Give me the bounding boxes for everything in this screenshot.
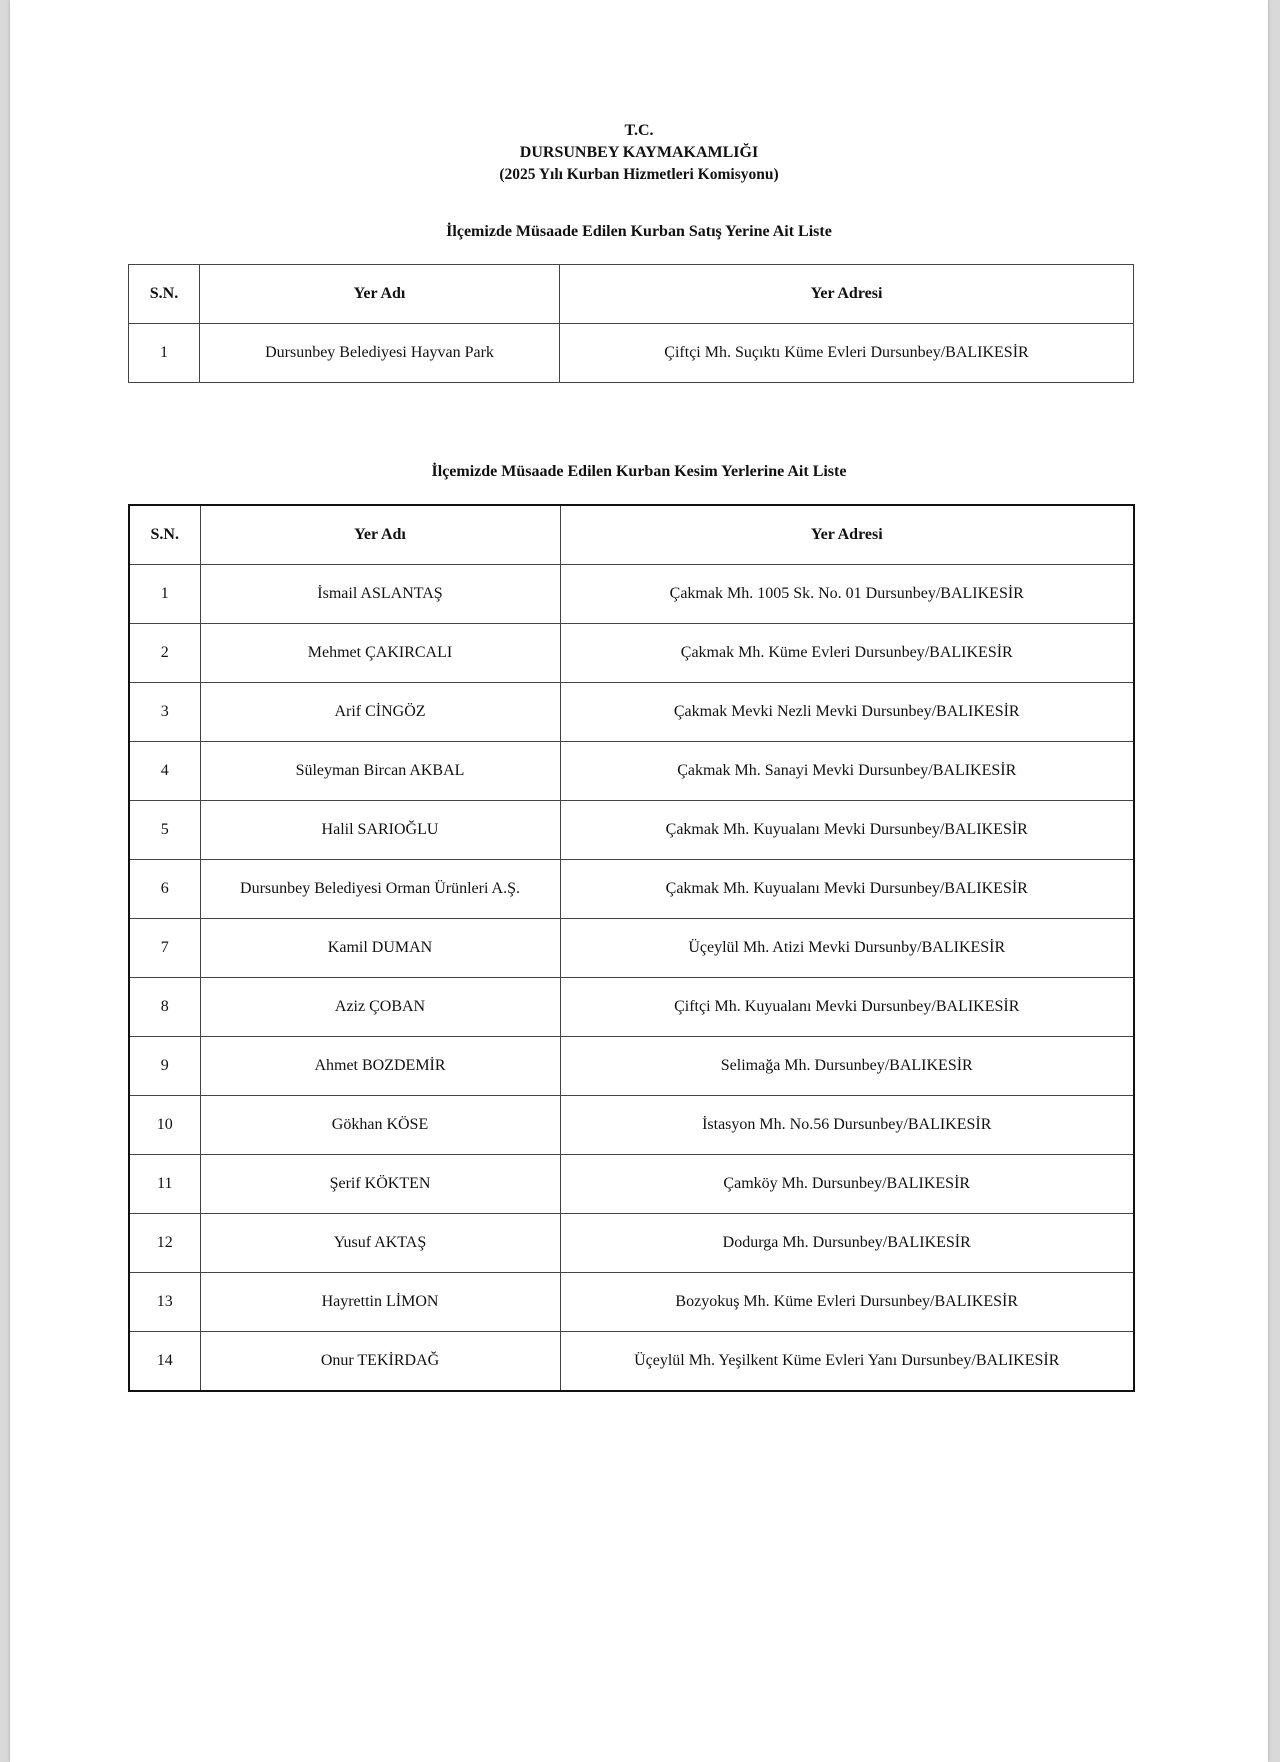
- table-row: [129, 624, 1134, 683]
- cell-sn: 11: [129, 1155, 200, 1214]
- cell-address: Çakmak Mh. Sanayi Mevki Dursunbey/BALIKESİR: [560, 742, 1134, 801]
- cell-name: Arif CİNGÖZ: [200, 683, 560, 742]
- cell-sn: 8: [129, 978, 200, 1037]
- table-row: [129, 1332, 1134, 1392]
- header-line-tc: T.C.: [624, 122, 654, 139]
- cell-address: Çakmak Mevki Nezli Mevki Dursunbey/BALIKESİR: [560, 683, 1134, 742]
- table-row: [129, 683, 1134, 742]
- column-header-sn: S.N.: [129, 265, 200, 324]
- table-row: [129, 978, 1134, 1037]
- cell-name: Dursunbey Belediyesi Hayvan Park: [200, 324, 560, 383]
- slaughter-table-title: İlçemizde Müsaade Edilen Kurban Kesim Yerlerine Ait Liste: [431, 463, 847, 480]
- document-page: [10, 0, 1268, 1762]
- cell-name: Dursunbey Belediyesi Orman Ürünleri A.Ş.: [200, 860, 560, 919]
- cell-name: Mehmet ÇAKIRCALI: [200, 624, 560, 683]
- cell-sn: 6: [129, 860, 200, 919]
- cell-address: Çakmak Mh. Küme Evleri Dursunbey/BALIKESİR: [560, 624, 1134, 683]
- column-header-name: Yer Adı: [200, 265, 560, 324]
- cell-name: Şerif KÖKTEN: [200, 1155, 560, 1214]
- table-row: [129, 919, 1134, 978]
- cell-address: Çakmak Mh. 1005 Sk. No. 01 Dursunbey/BALIKESİR: [560, 565, 1134, 624]
- cell-address: Çiftçi Mh. Suçıktı Küme Evleri Dursunbey/BALIKESİR: [560, 324, 1134, 383]
- header-line-commission: (2025 Yılı Kurban Hizmetleri Komisyonu): [499, 166, 779, 183]
- cell-sn: 1: [129, 565, 200, 624]
- cell-address: Üçeylül Mh. Yeşilkent Küme Evleri Yanı Dursunbey/BALIKESİR: [560, 1332, 1134, 1392]
- cell-sn: 13: [129, 1273, 200, 1332]
- table-row: [129, 1214, 1134, 1273]
- table-row: [129, 1155, 1134, 1214]
- cell-name: Kamil DUMAN: [200, 919, 560, 978]
- cell-name: Aziz ÇOBAN: [200, 978, 560, 1037]
- cell-address: Çamköy Mh. Dursunbey/BALIKESİR: [560, 1155, 1134, 1214]
- cell-sn: 3: [129, 683, 200, 742]
- cell-address: Selimağa Mh. Dursunbey/BALIKESİR: [560, 1037, 1134, 1096]
- sales-table: [128, 264, 1134, 383]
- table-row: [129, 742, 1134, 801]
- table-row: [129, 1273, 1134, 1332]
- table-row: [129, 565, 1134, 624]
- cell-address: İstasyon Mh. No.56 Dursunbey/BALIKESİR: [560, 1096, 1134, 1155]
- column-header-name: Yer Adı: [200, 505, 560, 565]
- header-line-office: DURSUNBEY KAYMAKAMLIĞI: [519, 144, 759, 161]
- cell-name: İsmail ASLANTAŞ: [200, 565, 560, 624]
- table-row: [129, 324, 1134, 383]
- cell-address: Üçeylül Mh. Atizi Mevki Dursunby/BALIKESİR: [560, 919, 1134, 978]
- cell-name: Onur TEKİRDAĞ: [200, 1332, 560, 1392]
- table-row: [129, 860, 1134, 919]
- column-header-address: Yer Adresi: [560, 505, 1134, 565]
- cell-address: Bozyokuş Mh. Küme Evleri Dursunbey/BALIKESİR: [560, 1273, 1134, 1332]
- table-row: [129, 1096, 1134, 1155]
- cell-name: Ahmet BOZDEMİR: [200, 1037, 560, 1096]
- document-header: [10, 120, 1268, 186]
- table-row: [129, 801, 1134, 860]
- cell-sn: 4: [129, 742, 200, 801]
- cell-sn: 14: [129, 1332, 200, 1392]
- cell-name: Gökhan KÖSE: [200, 1096, 560, 1155]
- cell-sn: 2: [129, 624, 200, 683]
- table-header-row: [129, 505, 1134, 565]
- table-header-row: [129, 265, 1134, 324]
- cell-name: Hayrettin LİMON: [200, 1273, 560, 1332]
- cell-name: Halil SARIOĞLU: [200, 801, 560, 860]
- cell-sn: 10: [129, 1096, 200, 1155]
- cell-sn: 5: [129, 801, 200, 860]
- cell-address: Çakmak Mh. Kuyualanı Mevki Dursunbey/BALIKESİR: [560, 801, 1134, 860]
- cell-address: Çakmak Mh. Kuyualanı Mevki Dursunbey/BALIKESİR: [560, 860, 1134, 919]
- cell-sn: 7: [129, 919, 200, 978]
- table-row: [129, 1037, 1134, 1096]
- cell-sn: 12: [129, 1214, 200, 1273]
- cell-name: Yusuf AKTAŞ: [200, 1214, 560, 1273]
- sales-table-title: İlçemizde Müsaade Edilen Kurban Satış Yerine Ait Liste: [446, 223, 832, 240]
- cell-address: Dodurga Mh. Dursunbey/BALIKESİR: [560, 1214, 1134, 1273]
- cell-address: Çiftçi Mh. Kuyualanı Mevki Dursunbey/BALIKESİR: [560, 978, 1134, 1037]
- cell-sn: 1: [129, 324, 200, 383]
- column-header-sn: S.N.: [129, 505, 200, 565]
- slaughter-table: [128, 504, 1135, 1392]
- cell-name: Süleyman Bircan AKBAL: [200, 742, 560, 801]
- column-header-address: Yer Adresi: [560, 265, 1134, 324]
- cell-sn: 9: [129, 1037, 200, 1096]
